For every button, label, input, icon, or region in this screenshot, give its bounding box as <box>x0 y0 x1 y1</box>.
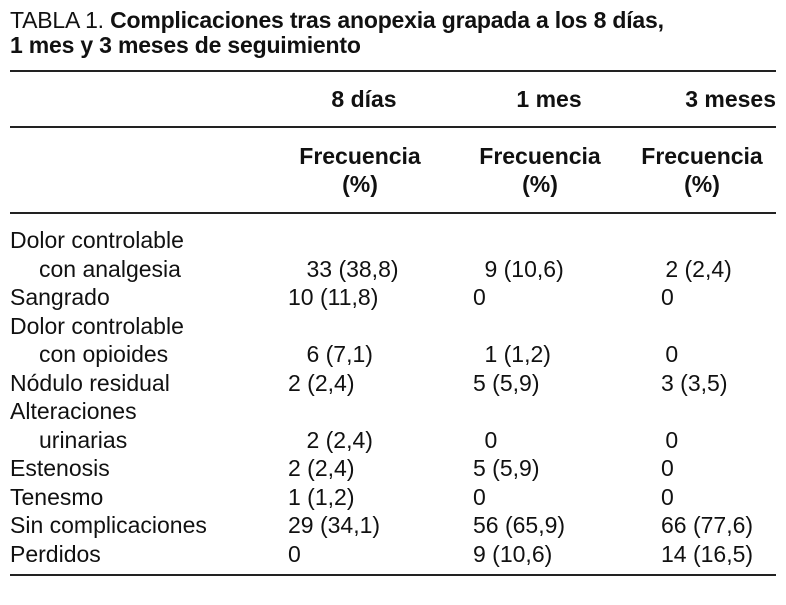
row-label: con opioides <box>39 341 169 367</box>
caption-title-line2: 1 mes y 3 meses de seguimiento <box>10 32 361 58</box>
table-row <box>10 454 776 483</box>
cell-3-meses <box>661 312 776 341</box>
cell-3-meses: 0 <box>661 284 674 310</box>
row-label: Sangrado <box>10 284 110 310</box>
cell-1-mes: 1 (1,2) <box>484 341 551 367</box>
table-row <box>10 540 776 569</box>
row-label: Dolor controlable <box>10 227 184 253</box>
subheader-frecuencia: Frecuencia <box>479 143 601 169</box>
subheader-row <box>10 128 776 212</box>
cell-1-mes: 5 (5,9) <box>473 455 540 481</box>
header-8-dias: 8 días <box>331 85 397 112</box>
table-row <box>10 312 776 341</box>
subheader-col3 <box>628 142 776 198</box>
cell-3-meses: 14 (16,5) <box>661 540 754 567</box>
cell-8-dias: 0 <box>288 540 301 567</box>
subheader-percent: (%) <box>342 171 378 197</box>
cell-3-meses <box>661 397 776 426</box>
cell-8-dias <box>288 226 473 255</box>
table-row <box>10 483 776 512</box>
cell-8-dias: 2 (2,4) <box>288 455 355 481</box>
header-1-mes: 1 mes <box>516 85 582 112</box>
cell-1-mes: 5 (5,9) <box>473 369 540 396</box>
column-header-row <box>10 72 776 126</box>
bottom-rule <box>10 574 776 576</box>
caption-label: TABLA 1. <box>10 7 104 33</box>
cell-8-dias: 2 (2,4) <box>288 369 355 396</box>
table-row <box>10 226 776 255</box>
cell-3-meses: 0 <box>665 426 679 453</box>
cell-8-dias: 33 (38,8) <box>306 255 399 282</box>
row-label: Nódulo residual <box>10 369 170 396</box>
table-row <box>10 283 776 312</box>
subheader-col2 <box>452 142 628 198</box>
cell-1-mes <box>473 397 661 426</box>
row-label: Dolor controlable <box>10 312 184 339</box>
subheader-percent: (%) <box>684 171 720 197</box>
row-label: urinarias <box>39 426 128 453</box>
table-row <box>10 369 776 398</box>
table-row <box>10 340 776 369</box>
cell-3-meses: 66 (77,6) <box>661 512 754 538</box>
cell-8-dias: 29 (34,1) <box>288 512 381 538</box>
row-label: Perdidos <box>10 540 101 567</box>
header-3-meses: 3 meses <box>685 85 776 112</box>
row-label: Estenosis <box>10 455 110 481</box>
table-figure <box>10 8 776 576</box>
table-row <box>10 511 776 540</box>
row-label: Sin complicaciones <box>10 512 207 538</box>
table-caption <box>10 8 776 58</box>
subheader-frecuencia: Frecuencia <box>641 143 763 169</box>
table-body <box>10 214 776 574</box>
row-label: Alteraciones <box>10 398 137 424</box>
cell-1-mes <box>473 226 661 255</box>
subheader-col1 <box>268 142 452 198</box>
caption-title-line1: Complicaciones tras anopexia grapada a los 8 días, <box>110 7 664 33</box>
cell-3-meses: 3 (3,5) <box>661 369 728 396</box>
cell-8-dias: 1 (1,2) <box>288 483 355 510</box>
table-row <box>10 426 776 455</box>
cell-8-dias <box>288 312 473 341</box>
cell-8-dias <box>288 397 473 426</box>
cell-3-meses: 0 <box>661 455 674 481</box>
cell-3-meses: 0 <box>665 341 679 367</box>
cell-1-mes: 0 <box>473 284 486 310</box>
subheader-percent: (%) <box>522 171 558 197</box>
cell-1-mes: 9 (10,6) <box>484 255 564 282</box>
row-label: Tenesmo <box>10 483 104 510</box>
cell-8-dias: 10 (11,8) <box>288 284 379 310</box>
table-row <box>10 397 776 426</box>
cell-1-mes: 56 (65,9) <box>473 512 566 538</box>
subheader-frecuencia: Frecuencia <box>299 143 421 169</box>
table-row <box>10 255 776 284</box>
cell-1-mes: 0 <box>473 483 486 510</box>
cell-3-meses: 2 (2,4) <box>665 255 732 282</box>
cell-8-dias: 2 (2,4) <box>306 426 373 453</box>
cell-1-mes: 9 (10,6) <box>473 540 553 567</box>
row-label: con analgesia <box>39 255 181 282</box>
cell-3-meses <box>661 226 776 255</box>
cell-8-dias: 6 (7,1) <box>306 341 373 367</box>
cell-1-mes <box>473 312 661 341</box>
cell-1-mes: 0 <box>484 426 498 453</box>
cell-3-meses: 0 <box>661 483 674 510</box>
